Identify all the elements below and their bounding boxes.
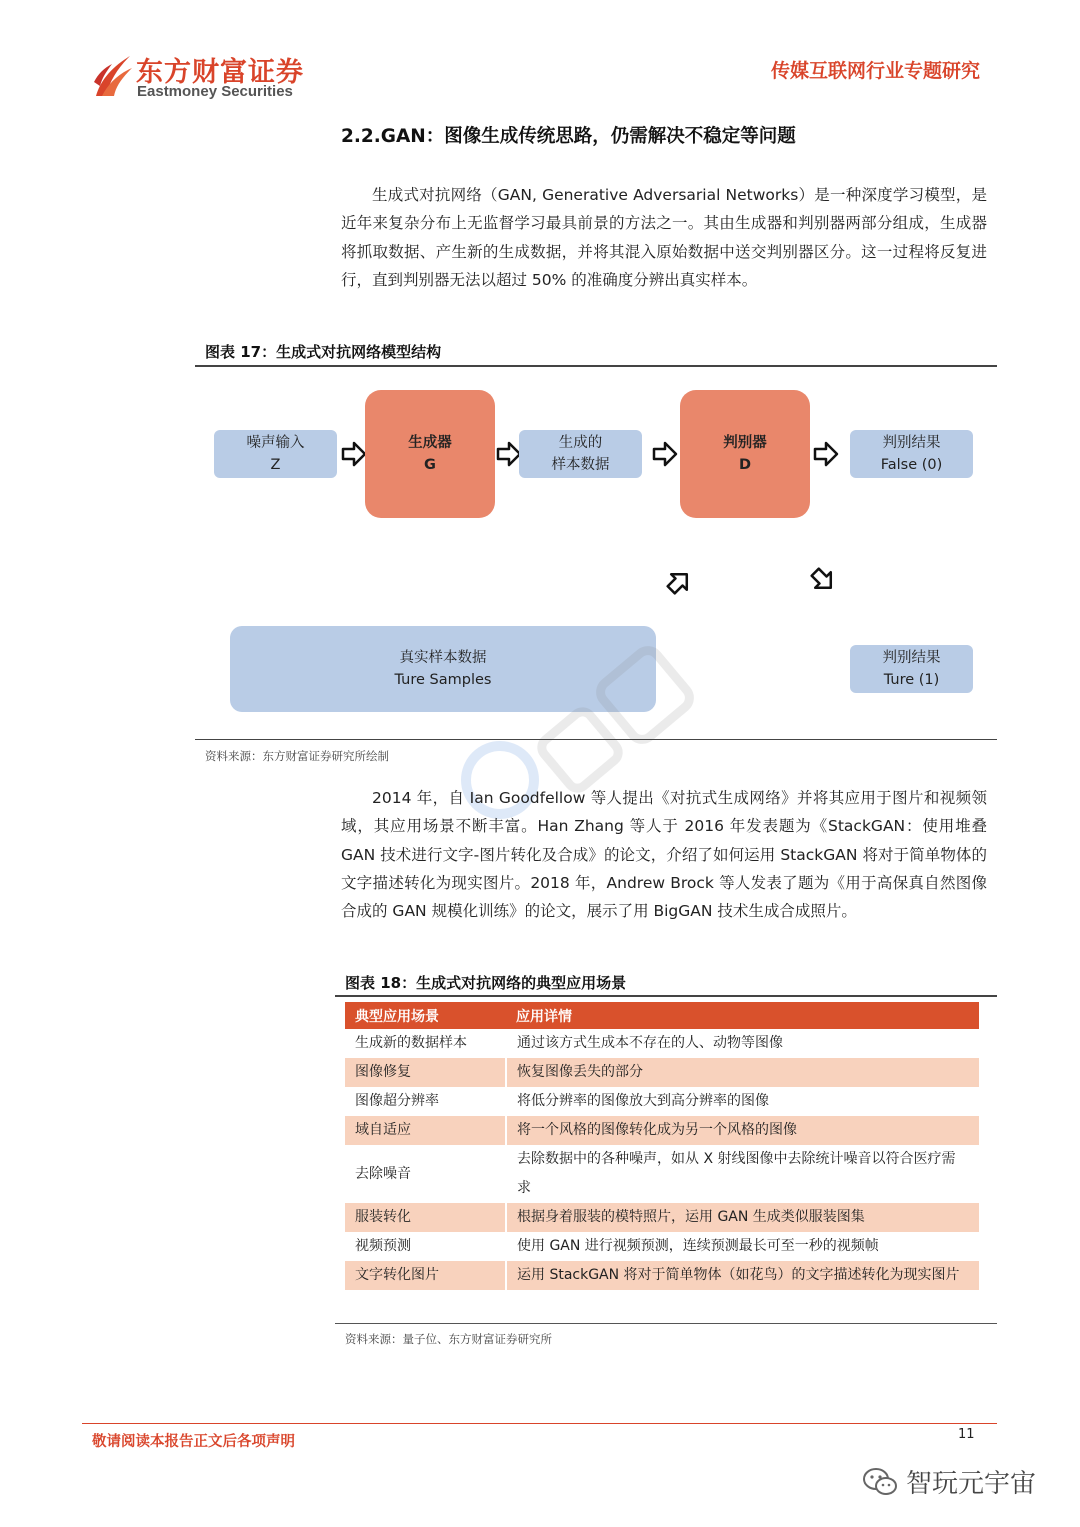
table-row xyxy=(345,1087,979,1116)
arrow-right-icon xyxy=(652,441,678,467)
table-cell-scene: 文字转化图片 xyxy=(345,1261,506,1290)
table-row xyxy=(345,1261,979,1290)
brand-logo-icon xyxy=(92,52,134,98)
table-cell-scene: 图像超分辨率 xyxy=(345,1087,506,1116)
noise-input-label: 噪声输入 xyxy=(246,435,305,451)
result-true-label: 判别结果 xyxy=(882,650,941,666)
table-cell-detail: 将一个风格的图像转化成为另一个风格的图像 xyxy=(506,1116,979,1145)
figure-18-title: 图表 18：生成式对抗网络的典型应用场景 xyxy=(345,974,627,992)
table-row xyxy=(345,1203,979,1232)
wechat-account xyxy=(862,1463,1036,1500)
intro-paragraph xyxy=(341,181,987,294)
table-cell-detail: 运用 StackGAN 将对于简单物体（如花鸟）的文字描述转化为现实图片 xyxy=(506,1261,979,1290)
table-row xyxy=(345,1029,979,1058)
real-samples-label-en: Ture Samples xyxy=(394,672,492,688)
arrow-right-icon xyxy=(341,441,367,467)
figure-18-bottom-rule xyxy=(335,1323,997,1324)
table-cell-scene: 图像修复 xyxy=(345,1058,506,1087)
arrow-right-icon xyxy=(813,441,839,467)
discriminator-box xyxy=(680,390,810,518)
result-true-value: Ture (1) xyxy=(883,672,940,688)
figure-17-source: 资料来源：东方财富证券研究所绘制 xyxy=(205,749,389,763)
result-false-value: False (0) xyxy=(880,457,943,473)
generated-samples-label-1: 生成的 xyxy=(558,435,603,451)
table-cell-detail: 通过该方式生成本不存在的人、动物等图像 xyxy=(517,1035,783,1051)
page-number: 11 xyxy=(958,1427,975,1442)
applications-table xyxy=(345,1002,979,1290)
table-cell-scene: 生成新的数据样本 xyxy=(345,1029,506,1058)
section-heading: 2.2.GAN：图像生成传统思路，仍需解决不稳定等问题 xyxy=(341,126,796,147)
generator-box xyxy=(365,390,495,518)
table-cell-scene: 视频预测 xyxy=(345,1232,506,1261)
figure-17-bottom-rule xyxy=(195,739,997,740)
noise-input-box xyxy=(214,430,337,478)
table-cell-detail: 将低分辨率的图像放大到高分辨率的图像 xyxy=(517,1093,769,1109)
noise-input-symbol: Z xyxy=(270,457,281,473)
real-samples-label: 真实样本数据 xyxy=(399,650,487,666)
generated-samples-box xyxy=(519,430,642,478)
result-true-box xyxy=(850,645,973,693)
table-cell-detail: 根据身着服装的模特照片，运用 GAN 生成类似服装图集 xyxy=(506,1203,979,1232)
table-header-row xyxy=(345,1002,979,1029)
report-title: 传媒互联网行业专题研究 xyxy=(770,60,980,82)
table-row xyxy=(345,1145,979,1203)
footer-rule xyxy=(82,1423,997,1424)
table-header-scene: 典型应用场景 xyxy=(345,1002,506,1029)
intro-paragraph-text: 生成式对抗网络（GAN, Generative Adversarial Networks）是一种深度学习模型，是近年来复杂分布上无监督学习最具前景的方法之一。其由生成器和判别器两部分组成，生成器将抓取数据、产生新的生成数据，并将其混入原始数据中送交判别器区分。这一过程将反复进行，直到判别器无法以超过 50% 的准确度分辨出真实样本。 xyxy=(341,186,987,289)
table-row xyxy=(345,1116,979,1145)
result-false-label: 判别结果 xyxy=(882,435,941,451)
generator-label: 生成器 xyxy=(408,435,452,451)
table-cell-detail: 去除数据中的各种噪声，如从 X 射线图像中去除统计噪音以符合医疗需求 xyxy=(517,1151,956,1196)
table-cell-scene: 去除噪音 xyxy=(345,1145,506,1203)
brand-name-en: Eastmoney Securities xyxy=(137,83,293,100)
table-cell-scene: 服装转化 xyxy=(345,1203,506,1232)
figure-17-title: 图表 17：生成式对抗网络模型结构 xyxy=(205,343,442,361)
brand-name-cn: 东方财富证券 xyxy=(136,57,304,88)
table-cell-scene: 域自适应 xyxy=(345,1116,506,1145)
discriminator-symbol: D xyxy=(738,457,752,473)
arrow-up-right-icon xyxy=(666,569,692,595)
wechat-icon xyxy=(862,1466,898,1498)
footer-disclaimer: 敬请阅读本报告正文后各项声明 xyxy=(92,1434,295,1450)
generator-symbol: G xyxy=(424,457,436,473)
figure-18-top-rule xyxy=(335,995,997,997)
wechat-name: 智玩元宇宙 xyxy=(906,1469,1037,1499)
discriminator-label: 判别器 xyxy=(723,435,767,451)
figure-18-source: 资料来源：量子位、东方财富证券研究所 xyxy=(345,1332,552,1346)
figure-17-top-rule xyxy=(195,365,997,367)
table-cell-detail: 恢复图像丢失的部分 xyxy=(506,1058,979,1087)
history-paragraph xyxy=(341,784,987,925)
history-paragraph-text: 2014 年，自 Ian Goodfellow 等人提出《对抗式生成网络》并将其应用于图片和视频领域，其应用场景不断丰富。Han Zhang 等人于 2016 年发表题为《StackGAN：使用堆叠 GAN 技术进行文字-图片转化及合成》的论文，介绍了如何运用 StackGAN 将对于简单物体的文字描述转化为现实图片。2018 年，Andrew Brock 等人发表了题为《用于高保真自然图像合成的 GAN 规模化训练》的论文，展示了用 BigGAN 技术生成合成照片。 xyxy=(341,789,987,921)
arrow-down-right-icon xyxy=(810,567,836,593)
table-row xyxy=(345,1058,979,1087)
table-row xyxy=(345,1232,979,1261)
generated-samples-label-2: 样本数据 xyxy=(551,457,610,473)
table-cell-detail: 使用 GAN 进行视频预测，连续预测最长可至一秒的视频帧 xyxy=(517,1238,879,1254)
result-false-box xyxy=(850,430,973,478)
table-header-detail: 应用详情 xyxy=(506,1002,979,1029)
